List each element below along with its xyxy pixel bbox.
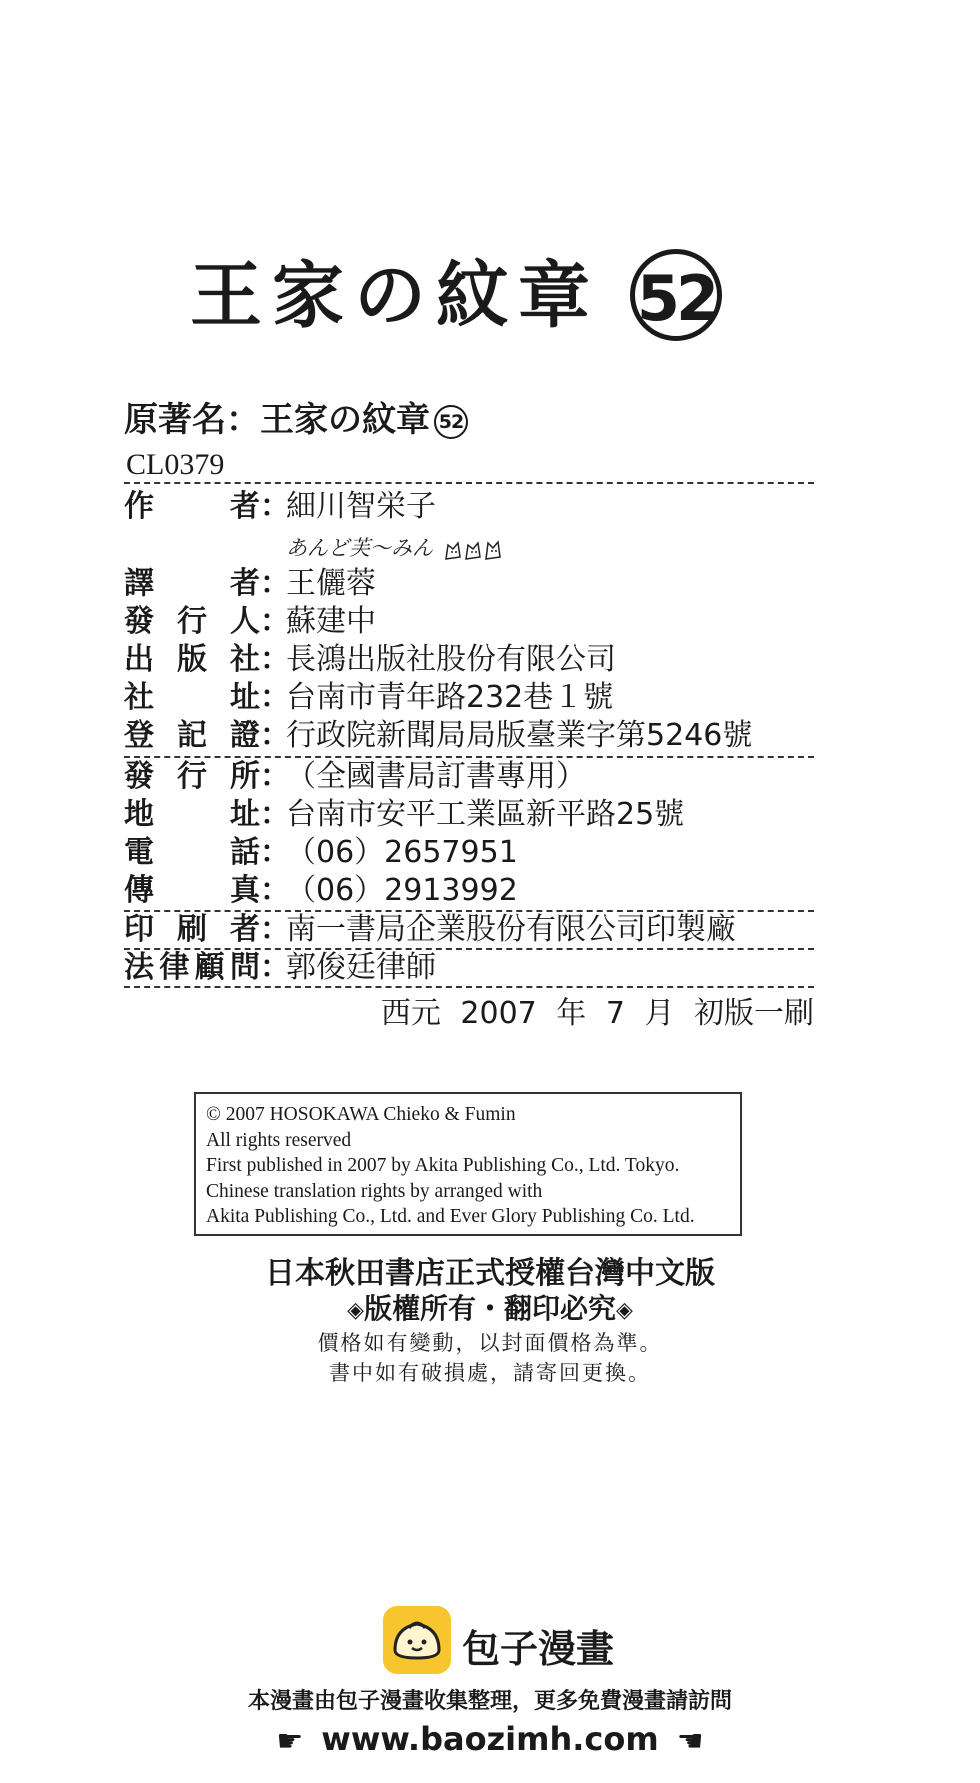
copyright-line: Akita Publishing Co., Ltd. and Ever Glory Publishing Co. Ltd. bbox=[206, 1206, 695, 1227]
rights-line bbox=[0, 1287, 980, 1327]
credit-row-translator bbox=[124, 565, 376, 603]
credit-value: （06）2657951 bbox=[286, 835, 518, 870]
credit-value: 細川智栄子 bbox=[286, 489, 436, 524]
credit-value: 台南市安平工業區新平路25號 bbox=[286, 797, 685, 832]
credit-label: 發行所 bbox=[124, 759, 260, 794]
credit-value: 長鴻出版社股份有限公司 bbox=[286, 642, 616, 677]
original-title-label: 原著名 bbox=[124, 400, 226, 440]
pointing-right-hand-icon: ☛ bbox=[276, 1723, 304, 1759]
credit-label: 傳真 bbox=[124, 873, 260, 908]
copyright-line: All rights reserved bbox=[206, 1129, 352, 1151]
copyright-line: Chinese translation rights by arranged with bbox=[206, 1180, 543, 1202]
credit-row-publisher bbox=[124, 641, 616, 679]
credit-label: 作者 bbox=[124, 489, 260, 524]
credit-colon: ： bbox=[260, 642, 290, 677]
original-title bbox=[124, 392, 468, 441]
credit-label: 電話 bbox=[124, 835, 260, 870]
copyright-box bbox=[194, 1092, 742, 1236]
credit-label: 印刷者 bbox=[124, 912, 260, 947]
credit-value: （全國書局訂書專用） bbox=[286, 759, 586, 794]
credit-label: 法律顧問 bbox=[124, 950, 260, 985]
copyright-line: First published in 2007 by Akita Publishing Co., Ltd. Tokyo. bbox=[206, 1155, 680, 1176]
product-code: CL0379 bbox=[126, 448, 225, 481]
credit-label: 出版社 bbox=[124, 642, 260, 677]
price-note: 價格如有變動，以封面價格為準。 bbox=[317, 1331, 663, 1355]
credit-row-printer bbox=[124, 911, 736, 949]
credit-value: 南一書局企業股份有限公司印製廠 bbox=[286, 912, 736, 947]
credit-label: 譯者 bbox=[124, 566, 260, 601]
footer-url-row bbox=[0, 1720, 980, 1759]
credit-row-distributor bbox=[124, 758, 586, 796]
site-url[interactable]: www.baozimh.com bbox=[321, 1720, 659, 1758]
pointing-left-hand-icon: ☚ bbox=[676, 1723, 704, 1759]
credit-colon: ： bbox=[260, 912, 290, 947]
credit-row-company-address bbox=[124, 679, 613, 717]
book-title-text: 王家の紋章 bbox=[190, 253, 601, 338]
copyright-line: © 2007 HOSOKAWA Chieko & Fumin bbox=[206, 1104, 516, 1125]
credit-label: 登記證 bbox=[124, 718, 260, 753]
damage-note: 書中如有破損處，請寄回更換。 bbox=[329, 1361, 651, 1385]
diamond-icon: ◈ bbox=[616, 1297, 633, 1323]
cat-doodle-icon bbox=[444, 537, 502, 561]
divider bbox=[124, 482, 814, 484]
credit-row-legal bbox=[124, 949, 436, 987]
credit-colon: ： bbox=[260, 680, 290, 715]
credit-value: 蘇建中 bbox=[286, 604, 376, 639]
credit-colon: ： bbox=[260, 566, 290, 601]
footer-notice: 本漫畫由包子漫畫收集整理，更多免費漫畫請訪問 bbox=[247, 1689, 732, 1714]
original-volume: 52 bbox=[434, 405, 468, 439]
credit-label: 發行人 bbox=[124, 604, 260, 639]
credit-label: 地址 bbox=[124, 797, 260, 832]
original-title-value: 王家の紋章 bbox=[260, 400, 430, 440]
credit-value: （06）2913992 bbox=[286, 873, 518, 908]
credit-row-author bbox=[124, 488, 436, 526]
credit-colon: ： bbox=[260, 604, 290, 639]
credit-colon: ： bbox=[260, 797, 290, 832]
coauthor bbox=[286, 532, 502, 562]
credit-row-registration bbox=[124, 717, 752, 755]
volume-number: 52 bbox=[630, 249, 722, 341]
credit-row-fax bbox=[124, 872, 518, 910]
credit-label: 社址 bbox=[124, 680, 260, 715]
credit-value: 台南市青年路232巷１號 bbox=[286, 680, 614, 715]
credit-colon: ： bbox=[260, 718, 290, 753]
credit-colon: ： bbox=[260, 950, 290, 985]
brand-name: 包子漫畫 bbox=[462, 1627, 615, 1671]
baozi-logo-icon bbox=[383, 1606, 451, 1674]
credit-row-phone bbox=[124, 834, 518, 872]
credit-colon: ： bbox=[260, 489, 290, 524]
book-title bbox=[190, 255, 722, 347]
credit-value: 郭俊廷律師 bbox=[286, 950, 436, 985]
credit-colon: ： bbox=[260, 873, 290, 908]
credit-value: 行政院新聞局局版臺業字第5246號 bbox=[286, 718, 753, 753]
rights-text: 版權所有・翻印必究 bbox=[363, 1292, 616, 1325]
authorization-line: 日本秋田書店正式授權台灣中文版 bbox=[265, 1256, 715, 1291]
credit-value: 王儷蓉 bbox=[286, 566, 376, 601]
diamond-icon: ◈ bbox=[347, 1297, 364, 1323]
credit-row-publisher-person bbox=[124, 603, 376, 641]
credit-colon: ： bbox=[260, 759, 290, 794]
credit-colon: ： bbox=[260, 835, 290, 870]
credit-row-address bbox=[124, 796, 684, 834]
original-title-colon: ： bbox=[226, 400, 260, 440]
coauthor-name: あんど芙〜みん bbox=[286, 536, 433, 560]
publication-date: 西元 2007 年 7 月 初版一刷 bbox=[380, 996, 814, 1031]
